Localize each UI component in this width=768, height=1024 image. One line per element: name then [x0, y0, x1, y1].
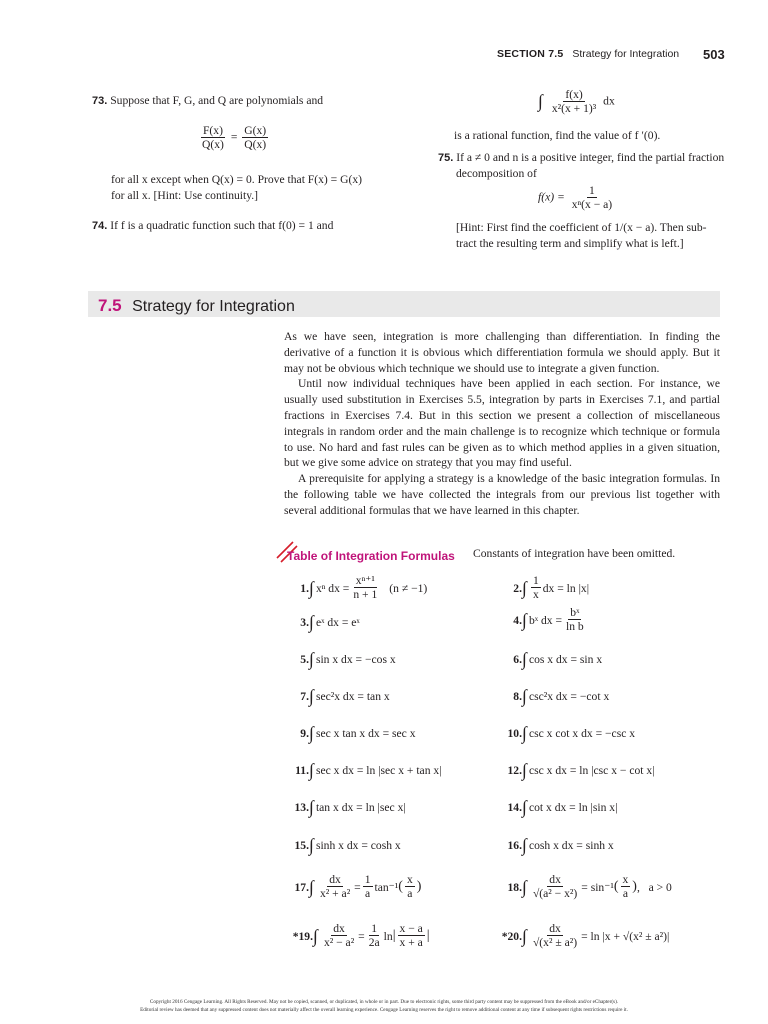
formula-number: *19.: [292, 929, 313, 943]
formula-number: 7.: [300, 690, 309, 703]
page-number: 503: [703, 47, 725, 62]
footer-line: Editorial review has deemed that any suppressed content does not materially affect the overall learning experience. Cengage Learning reserves the right to remove additional content at any time if subsequent rights restrictions require it.: [140, 1007, 628, 1013]
exercise-number: 73.: [92, 95, 108, 107]
formula-number: 17.: [294, 880, 309, 894]
formula-text: xⁿ dx =: [315, 581, 350, 595]
formula-text: csc x dx = ln |csc x − cot x|: [528, 764, 655, 777]
formula-number: 3.: [300, 616, 309, 629]
formula-text: cos x dx = sin x: [528, 653, 603, 666]
formula-text: csc x cot x dx = −csc x: [528, 727, 636, 740]
formula-number: 18.: [507, 880, 522, 894]
running-header: [497, 48, 679, 60]
exercise-74: [92, 218, 333, 235]
frac-den: x² + a²: [319, 887, 351, 900]
ex73-equation: $\frac{F(x)}{Q(x)}$ = $\frac{G(x)}{Q(x)}$: [202, 124, 267, 151]
ex75-hint2: tract the resulting term and simplify what is left.]: [456, 237, 684, 250]
formula-number: 15.: [294, 839, 309, 852]
exercise-73: [92, 93, 382, 110]
formula-5: 5. ∫ sin x dx = −cos x: [285, 649, 396, 670]
formula-number: 9.: [300, 727, 309, 740]
formula-text: cot x dx = ln |sin x|: [528, 801, 618, 814]
formula-text: sinh x dx = cosh x: [315, 839, 401, 852]
frac-num: bˣ: [570, 606, 580, 619]
ex73-line2: for all x except when Q(x) = 0. Prove that F(x) = G(x): [111, 173, 363, 186]
frac-num: x: [406, 873, 413, 886]
formula-13: 13. ∫ tan x dx = ln |sec x|: [285, 797, 406, 818]
formula-14: 14. ∫ cot x dx = ln |sin x|: [498, 797, 617, 818]
table-title-text: Table of Integration Formulas: [287, 549, 455, 563]
formula-number: 14.: [507, 801, 522, 814]
formula-tail: ln: [383, 929, 393, 943]
exercise-text: If a ≠ 0 and n is a positive integer, find the partial fraction: [456, 151, 725, 164]
formula-18: 18. ∫ $\frac{dx}{\text{√(a² − x²)}}$ = sin⁻¹ ( $\frac{x}{a}$ ) , a > 0: [498, 873, 672, 901]
paragraph: As we have seen, integration is more challenging than differentiation. In finding the derivative of a function it is obvious which differentiation formula we should apply. But it may not be obvious which technique we should use to integrate a given function.: [284, 330, 720, 375]
formula-15: 15. ∫ sinh x dx = cosh x: [285, 835, 401, 856]
frac-num: F(x): [202, 124, 223, 137]
formula-number: 12.: [507, 764, 522, 777]
frac-num: 1: [532, 574, 539, 587]
formula-number: 10.: [507, 727, 522, 740]
formula-4: 4. ∫ bˣ dx = $\frac{\text{bˣ}}{\text{ln b}}$: [498, 606, 588, 634]
table-title: [287, 547, 455, 565]
formula-text: tan x dx = ln |sec x|: [315, 801, 406, 814]
formula-3: 3. ∫ eˣ dx = eˣ: [285, 612, 360, 633]
formula-mid: =: [354, 880, 361, 894]
formula-number: 13.: [294, 801, 309, 814]
frac-den: ln b: [566, 620, 584, 633]
frac-den: Q(x): [202, 138, 224, 151]
formula-number: 8.: [513, 690, 522, 703]
formula-11: 11. ∫ sec x dx = ln |sec x + tan x|: [285, 760, 442, 781]
ex74-integral: ∫ $\frac{f(x)}{\text{x²(x + 1)³}}$ dx: [538, 88, 615, 115]
ex75-hint1: [Hint: First find the coefficient of 1/(x − a). Then sub-: [456, 221, 707, 234]
footer-line: Copyright 2016 Cengage Learning. All Rights Reserved. May not be copied, scanned, or duplicated, in whole or in part. Due to electronic rights, some third party content may be suppressed from the eBook and/or eChapter(s).: [149, 999, 619, 1005]
formula-tail: tan⁻¹: [374, 881, 399, 894]
paragraph: Until now individual techniques have been applied in each section. For instance, we usually used substitution in Exercises 5.5, integration by parts in Exercises 7.1, and partial fractions in Exercises 7.4. But in this section we present a collection of miscellaneous integrals in random order and the main challenge is to recognize which technique or formula to use. No hard and fast rules can be given as to which method applies in a given situation, but we give some advice on strategy that you may find useful.: [284, 377, 720, 470]
formula-mid: = sin⁻¹: [581, 881, 614, 894]
formula-tail: (n ≠ −1): [389, 581, 428, 595]
frac-den: a: [407, 887, 413, 900]
ex75-equation: [538, 184, 616, 212]
frac-num: x: [622, 873, 629, 886]
formula-number: 4.: [513, 613, 522, 627]
formula-19: *19. ∫ $\frac{dx}{\text{x² − a²}}$ = $\frac{1}{2a}$ ln | $\frac{x - a}{x + a}$ |: [285, 922, 430, 950]
exercise-text: Suppose that F, G, and Q are polynomials and: [110, 94, 324, 107]
frac-den: x: [532, 588, 539, 601]
frac-den: n + 1: [353, 588, 378, 601]
formula-20: *20. ∫ $\frac{dx}{\text{√(x² ± a²)}}$ = ln |x + √(x² ± a²)|: [494, 922, 669, 950]
frac-num: dx: [549, 922, 561, 935]
formula-text: csc²x dx = −cot x: [528, 690, 610, 703]
frac-den: x²(x + 1)³: [551, 102, 597, 115]
formula-16: 16. ∫ cosh x dx = sinh x: [498, 835, 614, 856]
frac-num: xⁿ⁺¹: [355, 574, 375, 587]
formula-number: 2.: [513, 581, 522, 595]
exercise-number: 75.: [438, 152, 454, 164]
ex73-line3: for all x. [Hint: Use continuity.]: [111, 189, 259, 202]
ex74-line2: is a rational function, find the value of f ′(0).: [454, 129, 661, 142]
frac-num: dx: [549, 873, 561, 886]
frac-den: a: [622, 887, 628, 900]
formula-9: 9. ∫ sec x tan x dx = sec x: [285, 723, 416, 744]
formula-12: 12. ∫ csc x dx = ln |csc x − cot x|: [498, 760, 655, 781]
frac-num: G(x): [244, 124, 267, 137]
formula-10: 10. ∫ csc x cot x dx = −csc x: [498, 723, 635, 744]
formula-number: 11.: [295, 764, 309, 777]
exercise-number: 74.: [92, 220, 108, 232]
frac-num: 1: [589, 184, 595, 197]
paragraph: A prerequisite for applying a strategy is a knowledge of the basic integration formulas. In the following table we have collected the integrals from our previous list together with several additional formulas that we have learned in this chapter.: [284, 472, 720, 517]
frac-num: dx: [329, 873, 341, 886]
formula-mid: =: [358, 929, 365, 943]
header-section: SECTION 7.5: [497, 48, 564, 60]
formula-tail: dx = ln |x|: [542, 581, 590, 595]
formula-text: bˣ dx =: [528, 613, 563, 627]
formula-7: 7. ∫ sec²x dx = tan x: [285, 686, 390, 707]
formula-1: 1. ∫ xⁿ dx = $\frac{\text{xⁿ⁺¹}}{n + 1}$ (n ≠ −1): [285, 574, 427, 602]
header-title: Strategy for Integration: [572, 48, 680, 60]
formula-text: eˣ dx = eˣ: [315, 616, 360, 629]
frac-den: a: [365, 887, 371, 900]
ex75-line2: decomposition of: [456, 167, 537, 180]
formula-text: sec x tan x dx = sec x: [315, 727, 416, 740]
formula-6: 6. ∫ cos x dx = sin x: [498, 649, 602, 670]
frac-den: xⁿ(x − a): [571, 198, 613, 211]
exercise-text: If f is a quadratic function such that f(0) = 1 and: [110, 219, 334, 232]
exercise-75: [438, 150, 728, 167]
section-title: Strategy for Integration: [132, 298, 295, 315]
formula-17: 17. ∫ $\frac{dx}{\text{x² + a²}}$ = $\frac{1}{a}$ tan⁻¹ ( $\frac{x}{a}$ ): [285, 873, 421, 901]
frac-den: Q(x): [244, 138, 267, 151]
section-body: [284, 329, 720, 519]
formula-number: 1.: [300, 581, 309, 595]
frac-num: x − a: [399, 922, 423, 935]
formula-number: 6.: [513, 653, 522, 666]
frac-num: dx: [333, 922, 345, 935]
frac-num: 1: [371, 922, 378, 935]
formula-text: sec x dx = ln |sec x + tan x|: [315, 764, 442, 777]
frac-den: √(a² − x²): [532, 887, 578, 900]
section-number: 7.5: [98, 296, 122, 315]
frac-num: f(x): [565, 88, 583, 101]
formula-tail: , a > 0: [636, 880, 672, 894]
section-heading: [98, 296, 295, 316]
formula-text: cosh x dx = sinh x: [528, 839, 614, 852]
formula-2: 2. ∫ $\frac{1}{x}$ dx = ln |x|: [498, 574, 589, 602]
copyright-footer: [0, 998, 768, 1014]
function-label: f(x) =: [538, 190, 565, 204]
formula-number: *20.: [501, 929, 522, 943]
formula-text: sin x dx = −cos x: [315, 653, 396, 666]
frac-den: x² − a²: [323, 936, 355, 949]
formula-number: 5.: [300, 653, 309, 666]
formula-text: sec²x dx = tan x: [315, 690, 390, 703]
formula-number: 16.: [507, 839, 522, 852]
frac-den: √(x² ± a²): [532, 936, 578, 949]
frac-num: 1: [364, 873, 371, 886]
table-note: Constants of integration have been omitted.: [473, 547, 676, 560]
integral-tail: dx: [603, 94, 615, 108]
frac-den: x + a: [399, 936, 423, 949]
formula-8: 8. ∫ csc²x dx = −cot x: [498, 686, 609, 707]
formula-tail: = ln |x + √(x² ± a²)|: [581, 929, 670, 943]
frac-den: 2a: [368, 936, 380, 949]
